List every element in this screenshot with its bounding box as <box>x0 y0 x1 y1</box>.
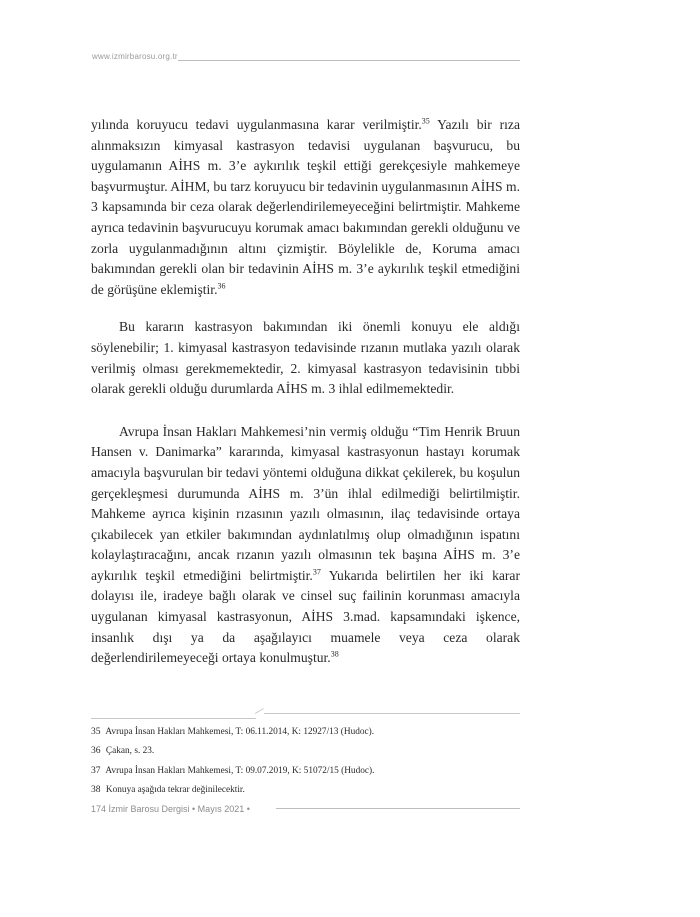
footnote-number: 36 <box>91 745 101 757</box>
body-text <box>91 115 520 669</box>
footnote-divider <box>91 718 256 719</box>
footnote-text: Avrupa İnsan Hakları Mahkemesi, T: 09.07.2019, K: 51072/15 (Hudoc). <box>105 765 375 776</box>
footnote-text: Çakan, s. 23. <box>105 746 155 757</box>
paragraph-gap <box>91 400 520 422</box>
footnote-ref: 35 <box>421 116 430 126</box>
text-segment: yılında koruyucu tedavi uygulanmasına karar verilmiştir. <box>91 117 422 132</box>
paragraph-2 <box>91 317 520 399</box>
text-segment: Yazılı bir rıza alınmaksızın kimyasal kastrasyon tedavisi uygulanan başvurucu, bu uygulamanın AİHS m. 3’e aykırılık teşkil ettiği gerekçesiyle mahkemeye başvurmuştur. AİHM, bu tarz koruyucu bir tedavinin uygulanmasının AİHS m. 3 kapsamında bir ceza olarak değerlendirilemeyeceğini belirtmiştir. Mahkeme ayrıca tedavinin başvurucuyu korumak amacı bakımından gerekli olduğunu ve zorla uygulanmadığının altını çizmiştir. Böylelikle de, Koruma amacı bakımından gerekli olan bir tedavinin AİHS m. 3’e aykırılık teşkil etmediğini de görüşüne eklemiştir. <box>91 117 521 297</box>
footnote-38 <box>91 784 521 803</box>
header-rule <box>178 60 520 61</box>
paragraph-1 <box>91 115 520 300</box>
footnote-ref: 36 <box>217 281 226 291</box>
footnote-ref: 37 <box>312 567 321 577</box>
footnote-divider <box>264 713 520 714</box>
footnote-number: 35 <box>91 726 101 737</box>
footnotes <box>91 726 521 803</box>
text-segment: Bu kararın kastrasyon bakımından iki önemli konuyu ele aldığı söylenebilir; 1. kimyasal kastrasyon tedavisinde rızanın mutlaka yazılı olarak verilmiş olması gerekmemektedir, 2. kimyasal kastrasyon tedavisinin tıbbi olarak gerekli olduğu durumlarda AİHS m. 3 ihlal edilmemektedir. <box>91 319 520 397</box>
footnote-text: Konuya aşağıda tekrar değinilecektir. <box>105 784 245 795</box>
paragraph-gap <box>91 300 520 317</box>
header-url: www.izmirbarosu.org.tr <box>92 52 178 61</box>
footnote-number: 38 <box>91 783 101 795</box>
footer-rule <box>276 808 520 809</box>
footnote-35 <box>91 726 521 745</box>
footnote-ref: 38 <box>330 649 339 659</box>
text-segment: Yukarıda belirtilen her iki karar dolayısı ile, iradeye bağlı olarak ve cinsel suç failinin korunması amacıyla uygulanan kimyasal kastrasyonun, AİHS 3.mad. kapsamındaki işkence, insanlık dışı ya da aşağılayıcı muamele veya ceza olarak değerlendirilemeyeceği ortaya konulmuştur. <box>91 567 520 666</box>
paragraph-3 <box>91 422 520 669</box>
footnote-number: 37 <box>91 764 101 776</box>
footnote-36 <box>91 745 521 764</box>
footnote-divider-slant <box>255 708 264 714</box>
footnote-text: Avrupa İnsan Hakları Mahkemesi, T: 06.11.2014, K: 12927/13 (Hudoc). <box>105 727 375 737</box>
footnote-37 <box>91 765 521 784</box>
text-segment: Avrupa İnsan Hakları Mahkemesi’nin vermiş olduğu “Tim Henrik Bruun Hansen v. Danimarka” kararında, kimyasal kastrasyonun hastayı korumak amacıyla başvurulan bir tedavi yöntemi olduğuna dikkat çekilerek, bu koşulun gerçekleşmesi durumunda AİHS m. 3’ün ihlal edilmediği belirtilmiştir. Mahkeme ayrıca kişinin rızasının yazılı olmasının, ilaç tedavisinde ortaya çıkabilecek yan etkiler bakımından aydınlatılmış olup olmadığının ispatını kolaylaştıracağını, ancak rızanın yazılı olmasının tek başına AİHS m. 3’e aykırılık teşkil etmediğini belirtmiştir. <box>91 423 520 583</box>
page-footer: 174 İzmir Barosu Dergisi • Mayıs 2021 • <box>91 804 250 814</box>
